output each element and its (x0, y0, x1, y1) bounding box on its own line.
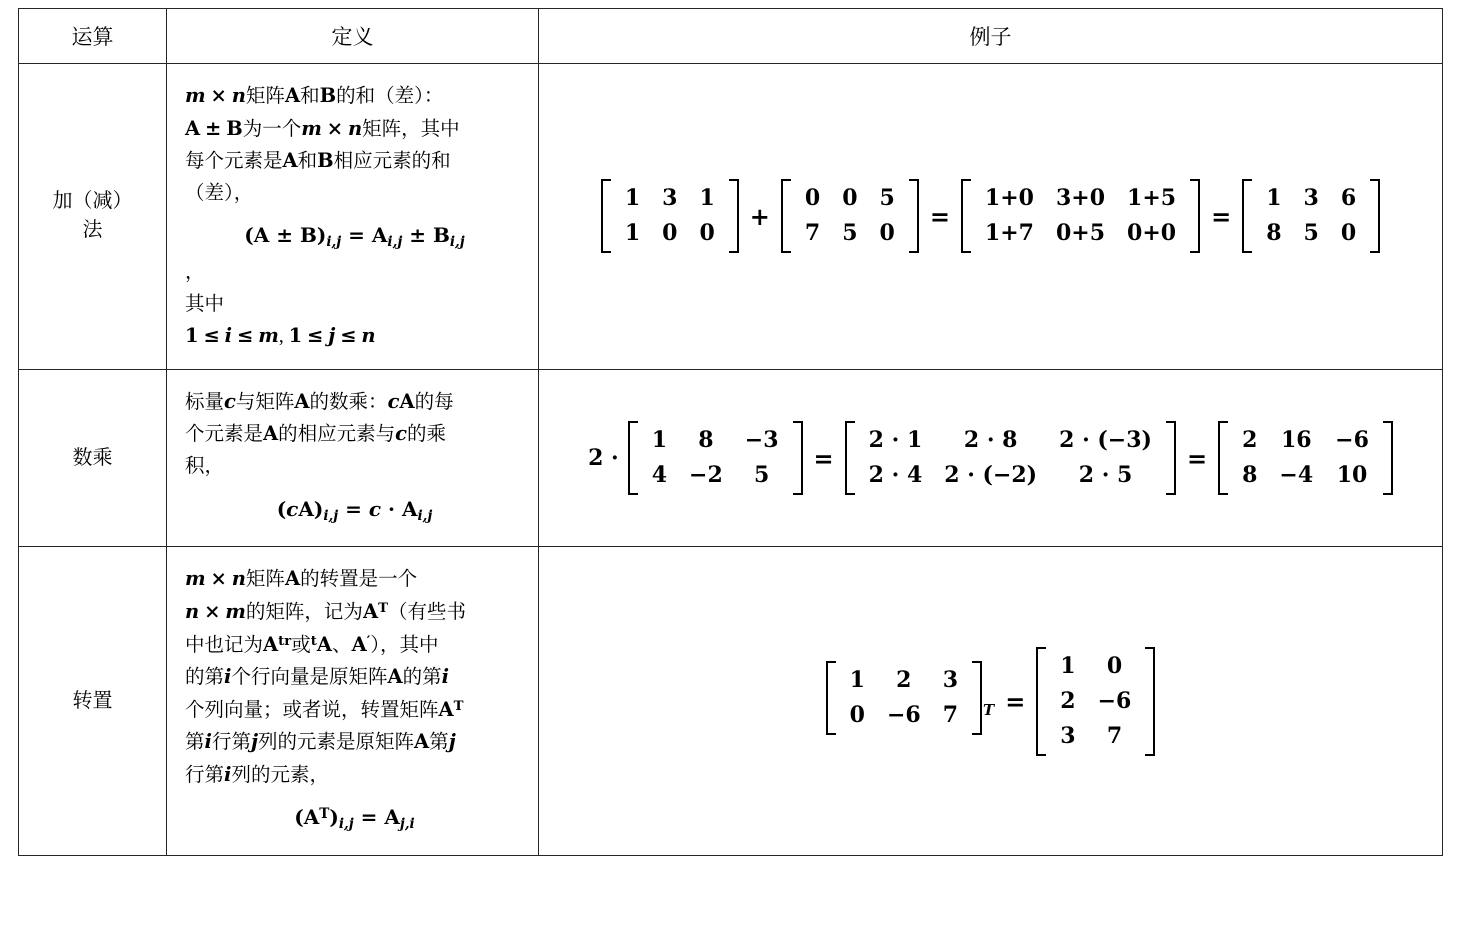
operation-label-line2: 法 (82, 219, 103, 242)
matrix-equation (553, 421, 1428, 495)
equals-operator: = (1186, 443, 1208, 473)
definition-formula: $(cA)_{i,j} = c \cdot A_{i,j}$ (276, 496, 433, 524)
matrix-operand: 2 · 1 2 · 8 2 · (−3) 2 · 4 2 · (−2) 2 · 5 (845, 421, 1176, 495)
equals-operator: = (1005, 686, 1026, 716)
example-scalar-multiplication (539, 369, 1443, 547)
matrix-operand: 0 0 5 7 5 0 (781, 179, 919, 253)
definition-formula: $(A^T)_{i,j} = A_{j,i}$ (294, 805, 415, 833)
matrix-with-superscript (826, 661, 995, 741)
definition-line: （差）， (185, 182, 254, 204)
column-header-example: 例子 (539, 9, 1443, 64)
example-addition (539, 64, 1443, 370)
column-header-operation: 运算 (19, 9, 167, 64)
column-header-definition: 定义 (167, 9, 539, 64)
definition-line: 其中 (185, 293, 225, 315)
definition-line: 标量c与矩阵A的数乘：cA的每 (185, 389, 454, 413)
definition-line: m × n矩阵A的转置是一个 (185, 567, 418, 591)
equals-operator: = (813, 443, 834, 473)
operation-label-line1: 加（减） (52, 190, 133, 213)
table-row (19, 547, 1443, 856)
matrix-operand: 1+0 3+0 1+5 1+7 0+5 0+0 (961, 179, 1200, 253)
operation-name-scalar-multiplication: 数乘 (19, 369, 167, 547)
matrix-operand: 1 2 3 0 −6 7 (826, 661, 982, 735)
matrix-operand: 1 0 2 −6 3 7 (1036, 647, 1155, 756)
table-header-row (19, 9, 1443, 64)
definition-line: n × m的矩阵，记为$A^T$（有些书 (185, 599, 466, 623)
definition-line: m × n矩阵A和B的和（差）： (185, 84, 444, 107)
definition-line: 中也记为$A^{tr}$或$^t$A、A′），其中 (185, 632, 439, 656)
definition-addition (167, 64, 539, 370)
transpose-superscript: T (983, 701, 995, 720)
definition-formula: $(A \pm B)_{i,j} = A_{i,j} \pm B_{i,j}$ (244, 223, 465, 251)
matrix-equation (553, 647, 1428, 756)
equals-operator: = (929, 201, 950, 231)
operation-name-addition (19, 64, 167, 370)
definition-line: 第i行第j列的元素是原矩阵A第j (185, 730, 456, 754)
matrix-equation (553, 179, 1428, 253)
example-transpose (539, 547, 1443, 856)
matrix-operand: 2 16 −6 8 −4 10 (1218, 421, 1393, 495)
definition-line: 个列向量；或者说，转置矩阵$A^T$ (185, 697, 464, 721)
definition-line: 的第i个行向量是原矩阵A的第i (185, 665, 450, 689)
table-row (19, 369, 1443, 547)
definition-line: 行第i列的元素， (185, 762, 329, 786)
matrix-operations-table (18, 8, 1443, 856)
definition-transpose (167, 547, 539, 856)
definition-line: ， (185, 262, 205, 284)
definition-line: 积， (185, 456, 225, 478)
definition-line: 每个元素是A和B相应元素的和 (185, 149, 451, 173)
matrix-operand: 1 3 6 8 5 0 (1242, 179, 1380, 253)
scalar-factor: 2 · (588, 445, 619, 472)
definition-line: 个元素是A的相应元素与c的乘 (185, 422, 447, 446)
plus-operator: + (749, 201, 770, 231)
document-page (0, 8, 1460, 948)
table-row (19, 64, 1443, 370)
equals-operator: = (1211, 201, 1232, 231)
operation-name-transpose: 转置 (19, 547, 167, 856)
definition-scalar-multiplication (167, 369, 539, 547)
definition-line: A ± B为一个m × n矩阵，其中 (185, 116, 460, 140)
matrix-operand: 1 3 1 1 0 0 (601, 179, 739, 253)
definition-line: 1 ≤ i ≤ m, 1 ≤ j ≤ n (185, 324, 376, 348)
matrix-operand: 1 8 −3 4 −2 5 (628, 421, 803, 495)
